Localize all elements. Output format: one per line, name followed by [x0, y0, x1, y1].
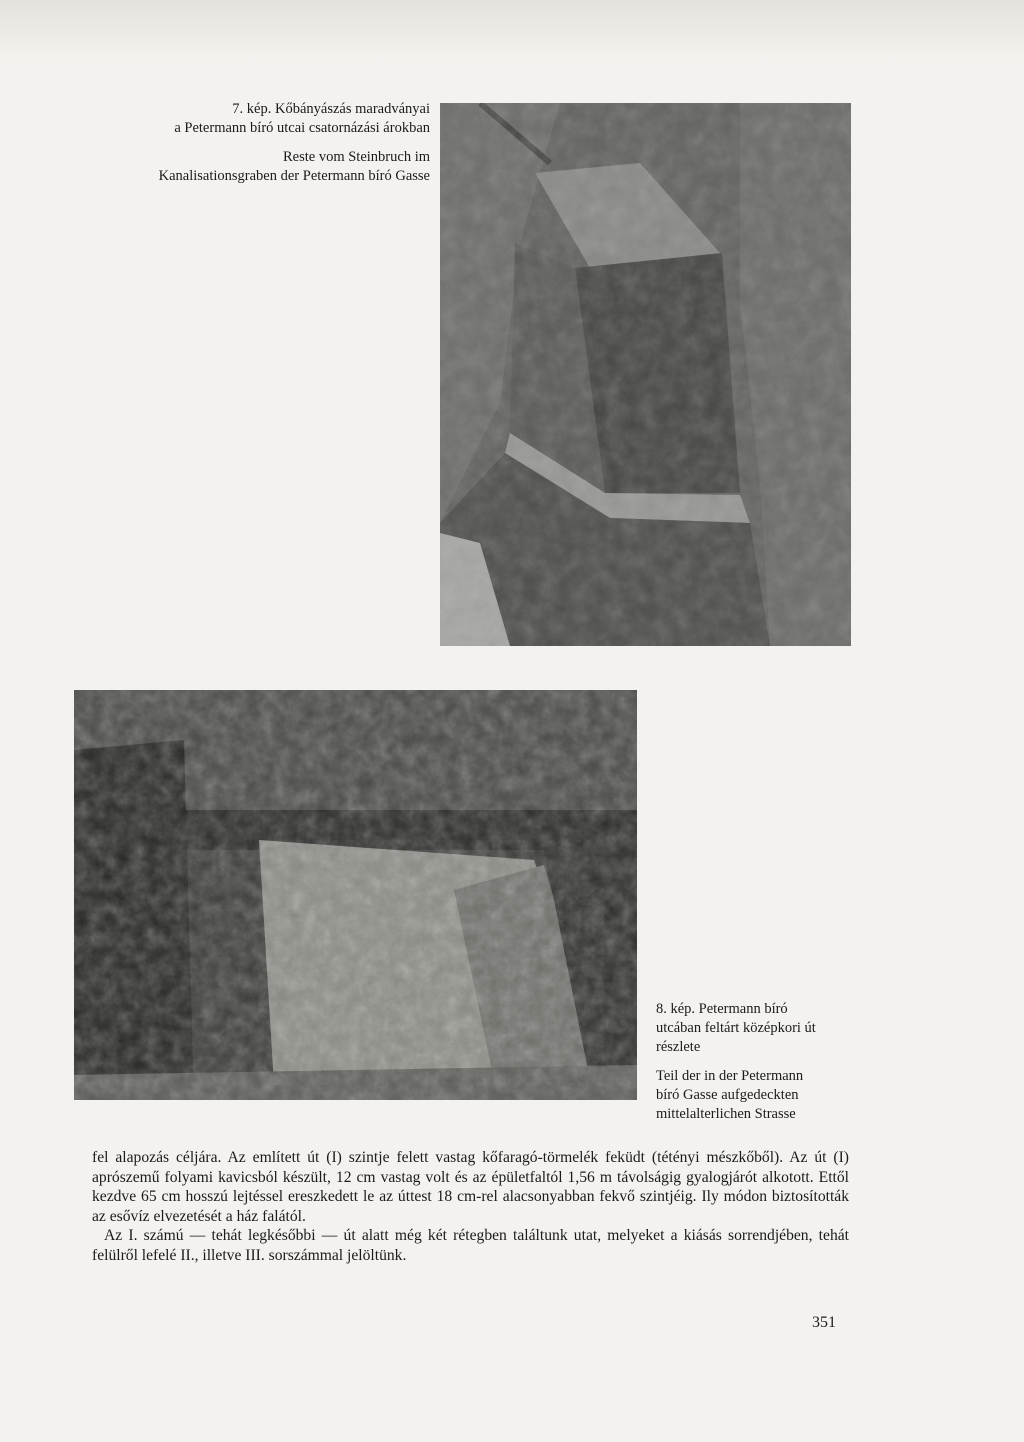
figure-8-caption-de-line-3: mittelalterlichen Strasse — [656, 1106, 796, 1122]
figure-8-caption — [656, 1000, 846, 1124]
figure-7-caption-hu-line-1: 7. kép. Kőbányászás maradványai — [232, 101, 430, 117]
figure-7-photo — [440, 103, 851, 646]
figure-8-caption-hu-line-2: utcában feltárt középkori út — [656, 1020, 816, 1036]
figure-7-caption-hu-line-2: a Petermann bíró utcai csatornázási árokban — [174, 120, 430, 136]
figure-8-caption-hu-line-3: részlete — [656, 1039, 701, 1055]
figure-7-photo-image — [440, 103, 851, 646]
page-number: 351 — [812, 1314, 836, 1331]
figure-7-caption-de-line-1: Reste vom Steinbruch im — [283, 149, 430, 165]
figure-7-caption-de-line-2: Kanalisationsgraben der Petermann bíró Gasse — [158, 168, 430, 184]
body-paragraph-2: Az I. számú — tehát legkésőbbi — út alatt még két rétegben találtunk utat, melyeket a kiásás sorrendjében, tehát felülről lefelé II., illetve III. sorszámmal jelöltünk. — [92, 1227, 849, 1264]
figure-8-photo — [74, 690, 637, 1100]
scan-edge-shadow — [0, 0, 1024, 60]
figure-8-caption-de-line-1: Teil der in der Petermann — [656, 1068, 804, 1084]
figure-8-photo-image — [74, 690, 637, 1100]
figure-7-caption — [130, 100, 430, 186]
figure-8-caption-hu-line-1: 8. kép. Petermann bíró — [656, 1001, 788, 1017]
figure-8-caption-de-line-2: bíró Gasse aufgedeckten — [656, 1087, 799, 1103]
body-text — [92, 1148, 849, 1265]
body-paragraph-1: fel alapozás céljára. Az említett út (I) szintje felett vastag kőfaragó-törmelék feküdt (tétényi mészkőből). Az út (I) aprószemű folyami kavicsból készült, 12 cm vastag volt és az épületfaltól 1,56 m távolságig gyalogjárót alkotott. Ettől kezdve 65 cm hosszú lejtéssel ereszkedett le az úttest 18 cm-rel alacsonyabban fekvő szintjéig. Ily módon biztosították az esővíz elvezetését a ház falától. — [92, 1149, 849, 1225]
